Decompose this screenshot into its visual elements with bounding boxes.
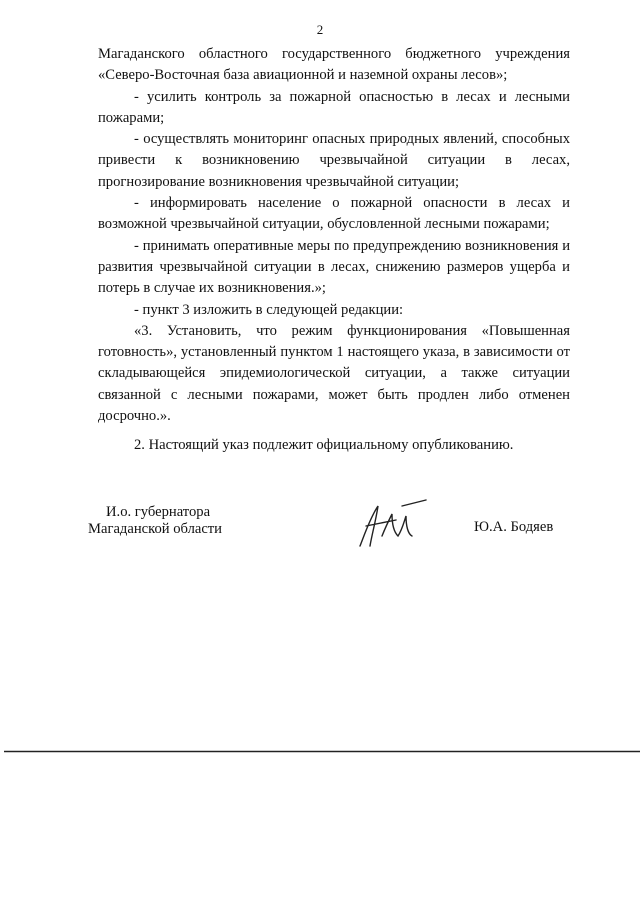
list-item-monitoring: - осуществлять мониторинг опасных природных явлений, способных привести к возникновению чрезвычайной ситуации в лесах, прогнозирование возникновения чрезвычайной ситуации; [98, 131, 570, 190]
signatory-name: Ю.А. Бодяев [474, 519, 554, 535]
list-item-control: - усилить контроль за пожарной опасностью в лесах и лесными пожарами; [98, 88, 570, 126]
bottom-rule [4, 750, 640, 753]
point-2-publication: 2. Настоящий указ подлежит официальному опубликованию. [134, 437, 514, 454]
page-number: 2 [316, 22, 324, 37]
amendment-point-3: «3. Установить, что режим функционирования «Повышенная готовность», установленный пунктом 1 настоящего указа, в зависимости от складывающейся эпидемиологической ситуации, а также ситуации связанной с лесными пожарами, может быть продлен либо отменен досрочно.». [98, 322, 570, 425]
paragraph-continuation: Магаданского областного государственного бюджетного учреждения «Северо-Восточная база авиационной и наземной охраны лесов»; [98, 46, 570, 84]
signatory-title-line1: И.о. губернатора [106, 504, 211, 520]
list-item-inform: - информировать население о пожарной опасности в лесах и возможной чрезвычайной ситуации, обусловленной лесными пожарами; [98, 195, 570, 233]
signatory-title-line2: Магаданской области [88, 521, 222, 537]
document-body [98, 44, 570, 457]
handwritten-signature [352, 496, 432, 554]
amendment-intro: - пункт 3 изложить в следующей редакции: [134, 301, 404, 318]
list-item-measures: - принимать оперативные меры по предупреждению возникновения и развития чрезвычайной ситуации в лесах, снижению размеров ущерба и потерь в случае их возникновения.»; [98, 237, 570, 297]
signatory-title [88, 504, 222, 538]
